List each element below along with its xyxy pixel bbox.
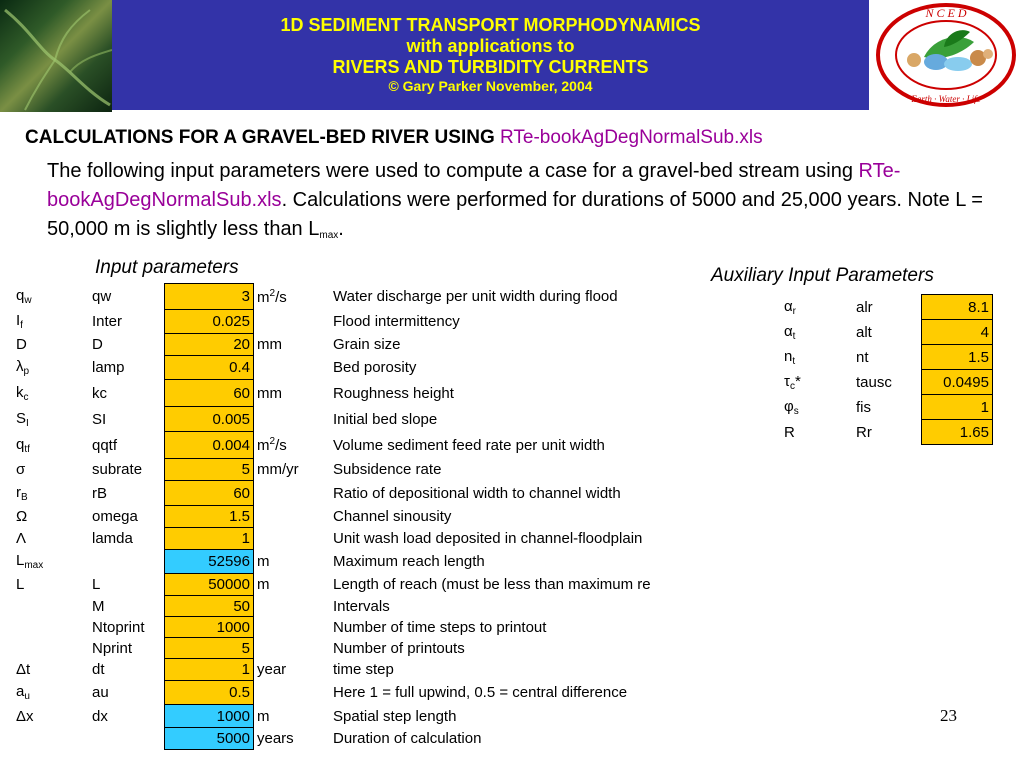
unit-text: year (257, 661, 287, 678)
param-code-name: qqtf (92, 436, 118, 454)
aux-code-name: Rr (856, 423, 872, 441)
symbol-text: Λ (16, 530, 27, 547)
title-line-3: RIVERS AND TURBIDITY CURRENTS (332, 57, 649, 77)
aux-value-cell[interactable]: 1.5 (922, 345, 993, 370)
param-symbol (16, 574, 89, 596)
unit-text: mm (257, 384, 282, 402)
param-code-name: dx (92, 707, 108, 725)
param-description: Intervals (333, 597, 390, 615)
param-description: Grain size (333, 336, 401, 353)
unit-tail: /s (275, 437, 287, 454)
aux-symbol (784, 320, 853, 345)
symbol-subscript: f (20, 320, 23, 331)
param-code-name: SI (92, 410, 107, 428)
symbol-text: q (16, 287, 25, 304)
symbol-text: I (16, 312, 21, 329)
param-unit (254, 681, 331, 705)
symbol-text: Δt (16, 661, 31, 678)
param-value-cell[interactable]: 0.5 (165, 681, 254, 705)
aux-row (784, 345, 993, 370)
param-code-name: L (92, 576, 101, 593)
param-value-cell[interactable]: 1 (165, 659, 254, 681)
param-description: Channel sinousity (333, 508, 452, 525)
input-row (16, 681, 726, 705)
symbol-text: Δx (16, 707, 34, 725)
input-row (16, 705, 726, 728)
symbol-subscript: tf (24, 443, 30, 455)
symbol-subscript: r (792, 305, 797, 317)
param-unit (254, 728, 331, 750)
input-row (16, 528, 726, 550)
input-row (16, 550, 726, 574)
param-symbol (16, 459, 89, 481)
symbol-text: a (16, 683, 25, 700)
param-value-cell[interactable]: 50000 (165, 574, 254, 596)
param-symbol (16, 550, 89, 574)
param-description: Unit wash load deposited in channel-floodplain (333, 530, 643, 547)
param-symbol (16, 506, 89, 528)
unit-superscript: 2 (269, 287, 276, 299)
heading-filename: RTe-bookAgDegNormalSub.xls (500, 127, 763, 148)
symbol-subscript: max (24, 560, 44, 571)
param-unit (254, 481, 331, 506)
unit-superscript: 2 (269, 436, 276, 447)
param-code-name: Nprint (92, 639, 133, 657)
logo-text: N C E D (925, 6, 967, 20)
aux-symbol (784, 420, 853, 445)
param-value-cell[interactable]: 5000 (165, 728, 254, 750)
logo-ring-text: Earth · Water · Life (911, 94, 981, 104)
param-unit (254, 380, 331, 407)
symbol-subscript: w (24, 295, 32, 306)
param-symbol (16, 528, 89, 550)
aux-value-cell[interactable]: 1.65 (922, 420, 993, 445)
param-value-cell[interactable]: 0.004 (165, 432, 254, 459)
symbol-text: λ (16, 358, 24, 375)
symbol-text: τ (784, 372, 790, 390)
unit-text: m (257, 437, 270, 454)
aux-parameters-title: Auxiliary Input Parameters (711, 265, 934, 286)
param-symbol (16, 310, 89, 334)
param-code-name: lamp (92, 359, 125, 376)
para-end: . (338, 218, 344, 240)
title-block (112, 0, 869, 110)
input-parameters-table (16, 283, 726, 750)
copyright-line: © Gary Parker November, 2004 (388, 78, 593, 94)
aux-symbol (784, 370, 853, 395)
aux-value-cell[interactable]: 1 (922, 395, 993, 420)
param-description: Bed porosity (333, 359, 417, 376)
aux-row (784, 295, 993, 320)
symbol-text: L (16, 576, 25, 593)
title-line-1: 1D SEDIMENT TRANSPORT MORPHODYNAMICS (280, 15, 701, 35)
param-value-cell[interactable]: 60 (165, 380, 254, 407)
param-unit (254, 356, 331, 380)
logo-area (869, 0, 1024, 112)
aux-row (784, 395, 993, 420)
param-symbol (16, 728, 89, 750)
param-description: Number of printouts (333, 639, 465, 657)
heading-prefix: CALCULATIONS FOR A GRAVEL-BED RIVER USING (25, 127, 500, 148)
symbol-text: σ (16, 461, 26, 478)
param-unit (254, 659, 331, 681)
input-row (16, 659, 726, 681)
param-code-name: lamda (92, 530, 133, 547)
aux-code-name: alr (856, 298, 873, 316)
symbol-subscript: I (26, 417, 29, 429)
param-code-name: Inter (92, 313, 123, 330)
symbol-subscript: p (23, 366, 30, 377)
aux-code-name: nt (856, 348, 869, 366)
param-description: time step (333, 661, 394, 678)
input-parameters-title: Input parameters (95, 257, 239, 278)
input-row (16, 407, 726, 432)
unit-text: m (257, 288, 270, 306)
param-value-cell[interactable]: 0.005 (165, 407, 254, 432)
para-part-2: . Calculations were performed for durations of 5000 and 25,000 years. Note L = 50,000 m is slightly less than L (47, 189, 983, 240)
param-value-cell[interactable]: 5 (165, 638, 254, 659)
param-symbol (16, 659, 89, 681)
symbol-star: * (794, 372, 801, 390)
param-value-cell[interactable]: 1000 (165, 617, 254, 638)
input-row (16, 481, 726, 506)
param-value-cell[interactable]: 5 (165, 459, 254, 481)
aux-code-name: alt (856, 323, 872, 341)
param-value-cell[interactable]: 0.4 (165, 356, 254, 380)
param-code-name: kc (92, 384, 107, 402)
symbol-subscript: c (23, 391, 29, 403)
input-row (16, 310, 726, 334)
param-unit (254, 334, 331, 356)
para-filename: RTe-bookAgDegNormalSub.xls (47, 160, 901, 211)
unit-text: m (257, 553, 270, 570)
symbol-text: Ω (16, 508, 28, 525)
param-code-name: rB (92, 484, 107, 502)
param-unit (254, 459, 331, 481)
param-unit (254, 705, 331, 728)
param-value-cell[interactable]: 50 (165, 596, 254, 617)
param-value-cell[interactable]: 0.025 (165, 310, 254, 334)
para-part-1: The following input parameters were used to compute a case for a gravel-bed stream using (47, 160, 859, 182)
river-delta-graphic (0, 0, 112, 112)
param-value-cell[interactable]: 52596 (165, 550, 254, 574)
page-number: 23 (940, 706, 957, 725)
param-symbol (16, 407, 89, 432)
input-row (16, 459, 726, 481)
param-description: Initial bed slope (333, 410, 438, 428)
param-code-name: M (92, 597, 105, 615)
symbol-subscript: t (792, 330, 796, 342)
param-description: Here 1 = full upwind, 0.5 = central difference (333, 684, 628, 701)
unit-text: mm/yr (257, 461, 299, 478)
param-code-name: au (92, 684, 109, 701)
param-description: Duration of calculation (333, 730, 482, 747)
aux-row (784, 370, 993, 395)
param-symbol (16, 334, 89, 356)
param-code-name (89, 550, 165, 574)
param-unit (254, 638, 331, 659)
param-code-name (89, 728, 165, 750)
param-description: Subsidence rate (333, 461, 442, 478)
input-row (16, 284, 726, 310)
section-heading (25, 127, 763, 149)
input-row (16, 574, 726, 596)
param-code-name: dt (92, 661, 105, 678)
param-symbol (16, 380, 89, 407)
unit-text: m (257, 576, 270, 593)
symbol-subscript: s (793, 405, 799, 417)
symbol-text: S (16, 409, 27, 427)
param-code-name: Ntoprint (92, 618, 145, 636)
param-code-name: D (92, 336, 103, 353)
param-description: Ratio of depositional width to channel width (333, 484, 621, 502)
param-unit (254, 432, 331, 459)
param-description: Length of reach (must be less than maximum re (333, 576, 651, 593)
param-unit (254, 407, 331, 432)
param-unit (254, 574, 331, 596)
unit-text: m (257, 707, 270, 725)
symbol-text: n (784, 347, 793, 365)
symbol-text: r (16, 483, 21, 501)
param-unit (254, 528, 331, 550)
param-value-cell[interactable]: 1.5 (165, 506, 254, 528)
param-description: Volume sediment feed rate per unit width (333, 436, 605, 454)
aux-value-cell[interactable]: 4 (922, 320, 993, 345)
param-code-name: subrate (92, 461, 143, 478)
symbol-text: k (16, 383, 24, 401)
aux-code-name: tausc (856, 373, 892, 391)
param-code-name: qw (92, 288, 112, 305)
param-unit (254, 284, 331, 310)
symbol-text: φ (784, 397, 794, 415)
param-unit (254, 617, 331, 638)
input-row (16, 432, 726, 459)
param-value-cell[interactable]: 3 (165, 284, 254, 310)
param-unit (254, 506, 331, 528)
aux-row (784, 320, 993, 345)
param-value-cell[interactable]: 20 (165, 334, 254, 356)
aux-code-name: fis (856, 398, 871, 416)
param-unit (254, 550, 331, 574)
param-symbol (16, 638, 89, 659)
param-symbol (16, 596, 89, 617)
symbol-subscript: c (789, 380, 795, 392)
symbol-text: D (16, 336, 27, 353)
param-description: Maximum reach length (333, 553, 485, 570)
intro-paragraph (47, 157, 1007, 250)
input-row (16, 728, 726, 750)
param-description: Flood intermittency (333, 313, 460, 330)
param-value-cell[interactable]: 1000 (165, 705, 254, 728)
input-row (16, 380, 726, 407)
param-description: Spatial step length (333, 707, 457, 725)
para-subscript: max (319, 230, 339, 241)
symbol-text: α (784, 322, 793, 340)
param-value-cell[interactable]: 1 (165, 528, 254, 550)
input-row (16, 506, 726, 528)
aux-symbol (784, 345, 853, 370)
symbol-text: α (784, 297, 793, 315)
nced-logo-icon (874, 2, 1018, 108)
input-row (16, 356, 726, 380)
param-description: Number of time steps to printout (333, 618, 547, 636)
aux-value-cell[interactable]: 0.0495 (922, 370, 993, 395)
input-row (16, 638, 726, 659)
param-description: Water discharge per unit width during flood (333, 288, 618, 305)
input-row (16, 334, 726, 356)
header-banner (0, 0, 1024, 112)
param-symbol (16, 356, 89, 380)
title-line-2: with applications to (406, 36, 575, 56)
symbol-subscript: u (24, 691, 30, 702)
input-row (16, 617, 726, 638)
param-symbol (16, 432, 89, 459)
param-description: Roughness height (333, 384, 454, 402)
symbol-text: q (16, 435, 25, 453)
symbol-subscript: t (792, 355, 796, 367)
param-unit (254, 310, 331, 334)
unit-text: mm (257, 336, 282, 353)
param-symbol (16, 481, 89, 506)
param-value-cell[interactable]: 60 (165, 481, 254, 506)
symbol-text: R (784, 423, 795, 441)
delta-satellite-image (0, 0, 112, 112)
input-row (16, 596, 726, 617)
unit-tail: /s (275, 288, 287, 306)
aux-symbol (784, 395, 853, 420)
param-code-name: omega (92, 508, 138, 525)
aux-symbol (784, 295, 853, 320)
param-symbol (16, 284, 89, 310)
aux-parameters-table (784, 294, 993, 445)
symbol-subscript: B (21, 491, 28, 503)
param-unit (254, 596, 331, 617)
param-symbol (16, 617, 89, 638)
param-symbol (16, 705, 89, 728)
unit-text: years (257, 730, 294, 747)
aux-value-cell[interactable]: 8.1 (922, 295, 993, 320)
aux-row (784, 420, 993, 445)
param-symbol (16, 681, 89, 705)
symbol-text: L (16, 552, 25, 569)
